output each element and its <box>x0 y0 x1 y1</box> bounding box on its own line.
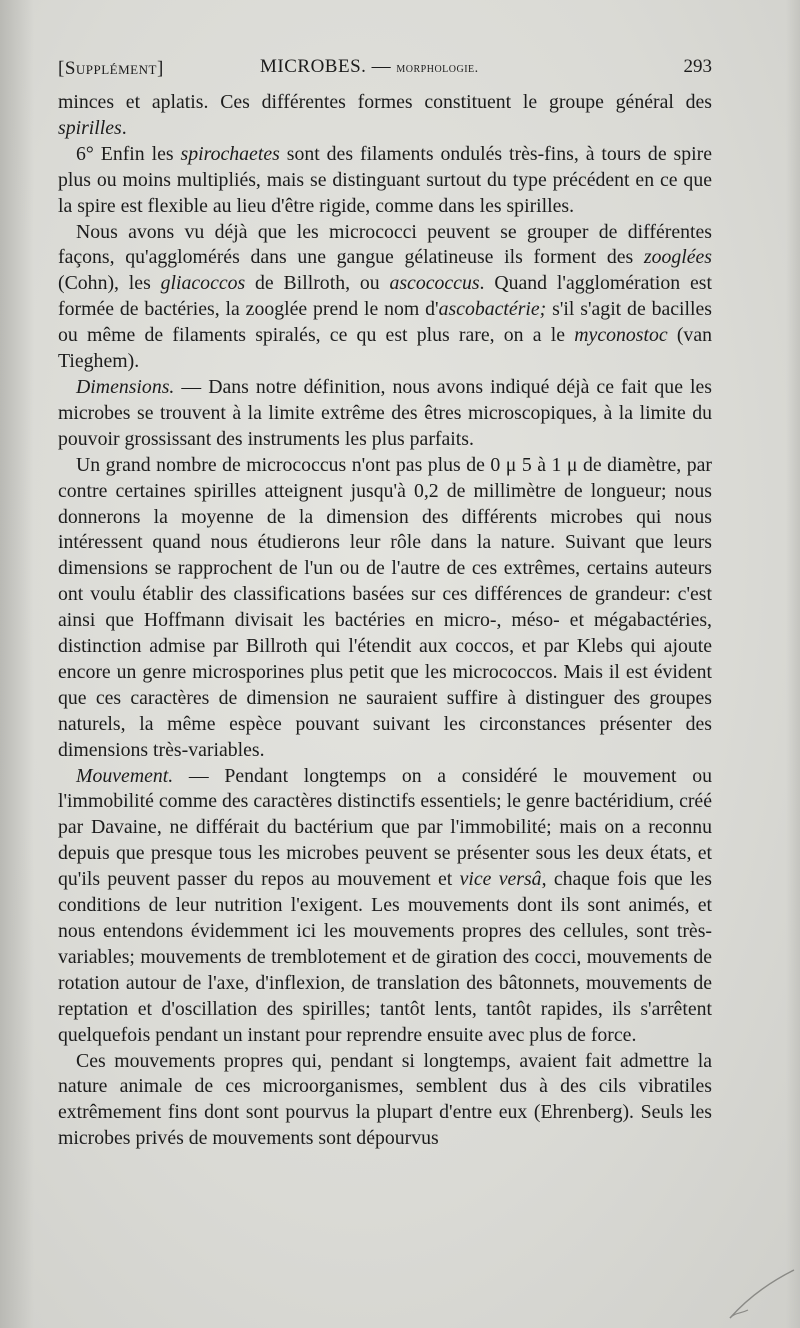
text-run: sont des filaments ondulés très-fins, à tours de spire plus ou moins multipliés, mais se distinguant surtout du type précédent en ce que la spire est flexible au lieu d'être rigide, comme dans les spirilles. <box>58 142 712 217</box>
text-run: Un grand nombre de micrococcus n'ont pas plus de 0 μ 5 à 1 μ de diamètre, par contre certaines spirilles atteignent jusqu'à 0,2 de millimètre de longueur; nous donnerons la moyenne de la dimension des différents microbes qui nous intéressent quand nous étudierons leur rôle dans la nature. Suivant que leurs dimensions se rapprochent de l'un ou de l'autre de ces extrêmes, certains auteurs ont voulu établir des classifications basées sur ces différences de grandeur: c'est ainsi que Hoffmann divisait les bactéries en micro-, méso- et mégabactéries, distinction admise par Billroth qui l'étendit aux coccos, et par Klebs qui ajoute encore un genre microsporines plus petit que les micrococcos. Mais il est évident que ces caractères de dimension ne sauraient suffire à distinguer des groupes naturels, la même espèce pouvant suivant les circonstances présenter des dimensions très-variables. <box>58 453 712 761</box>
paragraph <box>58 220 712 375</box>
paragraph <box>58 453 712 764</box>
italic-text: ascococcus <box>389 272 480 295</box>
paragraph <box>58 90 712 142</box>
text-run: . Quand l'agglomération est formée de bactéries, la zooglée prend le nom d' <box>58 272 712 321</box>
italic-text: Dimensions. <box>76 375 175 398</box>
text-run: Ces mouvements propres qui, pendant si longtemps, avaient fait admettre la nature animale de ces microorganismes, semblent dus à des cils vibratiles extrêmement fins dont sont pourvus la plupart d'entre eux (Ehrenberg). Seuls les microbes privés de mouvements sont dépourvus <box>58 1049 712 1150</box>
header-section: [Supplément] <box>58 58 164 79</box>
binding-shadow <box>0 0 34 1328</box>
italic-text: Mouvement. <box>76 764 174 787</box>
text-run: s'il s'agit de bacilles ou même de filaments spiralés, ce qu est plus rare, on a le <box>58 298 713 347</box>
text-run: (van Tieghem). <box>58 324 712 373</box>
italic-text: spirochaetes <box>180 142 280 165</box>
text-run: — Pendant longtemps on a considéré le mouvement ou l'immobilité comme des caractères distinctifs essentiels; le genre bactéridium, créé par Davaine, ne différait du bactérium que par l'immobilité; mais on a reconnu depuis que presque tous les microbes peuvent se présenter sous les deux états, et qu'ils peuvent passer du repos au mouvement et <box>58 764 712 891</box>
text-run: Nous avons vu déjà que les micrococci peuvent se grouper de différentes façons, qu'agglomérés dans une gangue gélatineuse ils forment des <box>58 220 712 269</box>
header-title-main: MICROBES. <box>260 56 367 77</box>
running-header <box>58 56 712 82</box>
italic-text: ascobactérie; <box>438 298 547 321</box>
text-run: 6° Enfin les <box>76 142 181 165</box>
paragraph <box>58 142 712 220</box>
page-number: 293 <box>683 56 712 77</box>
header-title <box>260 56 479 78</box>
text-run: (Cohn), les <box>58 272 161 295</box>
page-corner-mark <box>726 1252 796 1322</box>
italic-text: myconostoc <box>574 324 668 347</box>
italic-text: vice versâ <box>459 868 542 891</box>
italic-text: gliacoccos <box>160 272 246 295</box>
header-title-sub: morphologie. <box>396 61 479 76</box>
text-run: — Dans notre définition, nous avons indiqué déjà ce fait que les microbes se trouvent à la limite extrême des êtres microscopiques, à la limite du pouvoir grossissant des instruments les plus parfaits. <box>58 375 712 450</box>
paragraph <box>58 375 712 453</box>
text-run: minces et aplatis. Ces différentes formes constituent le groupe général des <box>58 91 712 113</box>
page-edge <box>786 0 800 1328</box>
italic-text: zooglées <box>643 246 712 269</box>
text-run: . <box>121 116 127 139</box>
body-text <box>58 90 712 1152</box>
italic-text: spirilles <box>58 116 122 139</box>
text-run: de Billroth, ou <box>245 272 390 295</box>
header-title-dash: — <box>366 56 397 77</box>
paragraph <box>58 1049 712 1153</box>
paragraph <box>58 764 712 1049</box>
text-run: , chaque fois que les conditions de leur nutrition l'exigent. Les mouvements dont ils sont animés, et nous entendons évidemment ici les mouvements propres des cellules, sont très-variables; mouvements de tremblotement et de giration des cocci, mouvements de rotation autour de l'axe, d'inflexion, de translation des bâtonnets, mouvements de reptation et d'oscillation des spirilles; tantôt lents, tantôt rapides, ils s'arrêtent quelquefois pendant un instant pour reprendre ensuite avec plus de force. <box>58 868 712 1046</box>
